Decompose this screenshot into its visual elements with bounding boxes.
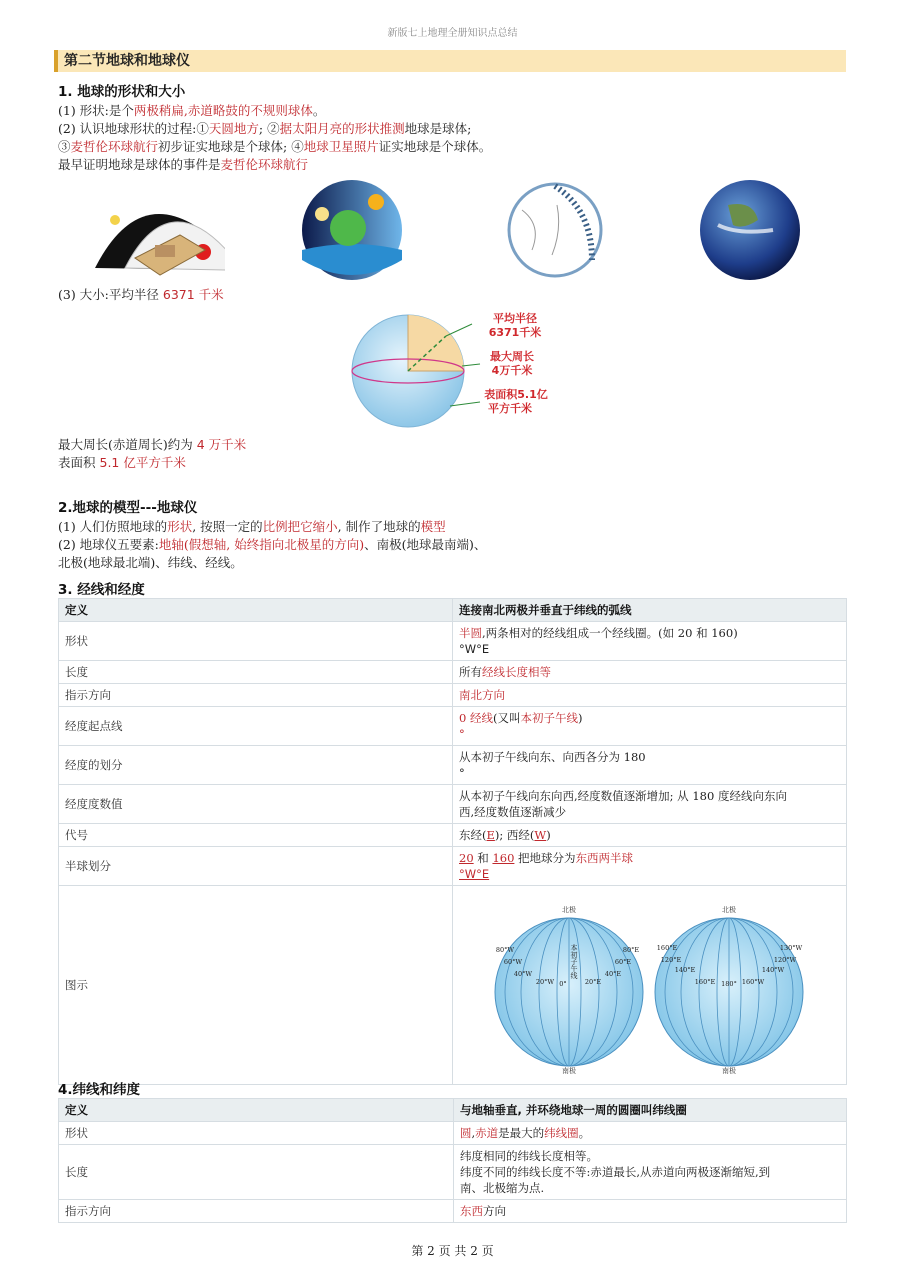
table-row: 形状 圆,赤道是最大的纬线圈。: [59, 1122, 847, 1145]
svg-text:80°W: 80°W: [495, 946, 515, 954]
svg-text:60°E: 60°E: [614, 958, 632, 966]
svg-text:120°W: 120°W: [773, 956, 797, 964]
hemisphere-diagram: [453, 886, 846, 1080]
radius-value: 6371千米: [488, 326, 542, 339]
right-south-label: 南极: [722, 1067, 736, 1075]
svg-text:130°W: 130°W: [779, 944, 803, 952]
parallel-table: [58, 1098, 847, 1223]
svg-text:20°E: 20°E: [584, 978, 602, 986]
svg-text:140°E: 140°E: [674, 966, 696, 974]
heading-globe-model: 2.地球的模型---地球仪: [58, 500, 198, 516]
sky-dome-picture: [85, 180, 225, 280]
table-row: 长度 所有经线长度相等: [59, 661, 847, 684]
model-line: (1) 人们仿照地球的形状, 按照一定的比例把它缩小, 制作了地球的模型: [58, 519, 446, 534]
table-row: 图示 北极 南极 80°W 60°W 40°W 20°W 0° 20°E 40°E 60°E 80°E 本初子午线 北极 南极 160°E 120°E 140°E 160°E 180° 160°W 140°W 120°W 130°W: [59, 886, 847, 1085]
table-row: 经度的划分 从本初子午线向东、向西各分为 180 °: [59, 746, 847, 785]
svg-text:80°E: 80°E: [622, 946, 640, 954]
section-title: 第二节地球和地球仪: [54, 50, 846, 72]
table-row: 定义 与地轴垂直, 并环绕地球一周的圆圈叫纬线圈: [59, 1099, 847, 1122]
circumference-value: 4万千米: [491, 364, 533, 377]
heading-shape-size: 1. 地球的形状和大小: [58, 84, 186, 100]
area-label: 表面积5.1亿: [484, 388, 548, 401]
table-row: 长度 纬度相同的纬线长度相等。 纬度不同的纬线长度不等:赤道最长,从赤道向两极逐渐缩短,到 南、北极缩为点.: [59, 1145, 847, 1200]
svg-text:20°W: 20°W: [535, 978, 555, 986]
process-line-1: (2) 认识地球形状的过程:①天圆地方; ②据太阳月亮的形状推测地球是球体;: [58, 121, 472, 136]
svg-text:0°: 0°: [559, 980, 567, 988]
svg-text:60°W: 60°W: [503, 958, 523, 966]
table-row: 代号 东经(E); 西经(W): [59, 824, 847, 847]
meridian-table: [58, 598, 847, 1085]
page-header: 新版七上地理全册知识点总结: [387, 28, 518, 39]
table-row: 半球划分 20 和 160 把地球分为东西两半球 °W°E: [59, 847, 847, 886]
area-line: 表面积 5.1 亿平方千米: [58, 455, 186, 470]
table-row: 形状 半圆,两条相对的经线组成一个经线圈。(如 20 和 160) °W°E: [59, 622, 847, 661]
earliest-proof-line: 最早证明地球是球体的事件是麦哲伦环球航行: [58, 157, 309, 172]
table-row: 指示方向 南北方向: [59, 684, 847, 707]
right-north-label: 北极: [722, 906, 736, 914]
svg-text:160°W: 160°W: [741, 978, 765, 986]
svg-text:140°W: 140°W: [761, 966, 785, 974]
table-row: 经度度数值 从本初子午线向东向西,经度数值逐渐增加; 从 180 度经线向东向 西,经度数值逐渐减少: [59, 785, 847, 824]
table-row: 经度起点线 0 经线(又叫本初子午线) °: [59, 707, 847, 746]
process-line-2: ③麦哲伦环球航行初步证实地球是个球体; ④地球卫星照片证实地球是个球体。: [58, 139, 492, 154]
heading-parallel: 4.纬线和纬度: [58, 1082, 141, 1098]
earth-size-diagram: [350, 306, 560, 436]
svg-text:180°: 180°: [721, 980, 737, 988]
area-value: 平方千米: [488, 402, 532, 415]
svg-text:120°E: 120°E: [660, 956, 682, 964]
average-radius-line: (3) 大小:平均半径 6371 千米: [58, 287, 224, 302]
prime-meridian-label: 本初子午线: [570, 944, 578, 979]
circumference-line: 最大周长(赤道周长)约为 4 万千米: [58, 437, 247, 452]
left-north-label: 北极: [562, 906, 576, 914]
page-footer: 第 2 页 共 2 页: [411, 1244, 494, 1258]
elements-line-2: 北极(地球最北端)、纬线、经线。: [58, 555, 243, 570]
magellan-route-picture: [502, 180, 608, 280]
sun-moon-picture: [298, 180, 406, 280]
svg-text:160°E: 160°E: [656, 944, 678, 952]
heading-meridian: 3. 经线和经度: [58, 582, 145, 598]
svg-text:40°E: 40°E: [604, 970, 622, 978]
left-south-label: 南极: [562, 1067, 576, 1075]
circumference-label: 最大周长: [490, 350, 534, 363]
svg-text:40°W: 40°W: [513, 970, 533, 978]
elements-line-1: (2) 地球仪五要素:地轴(假想轴, 始终指向北极星的方向)、南极(地球最南端)、: [58, 537, 487, 552]
table-row: 定义 连接南北两极并垂直于纬线的弧线: [59, 599, 847, 622]
table-row: 指示方向 东西方向: [59, 1200, 847, 1223]
svg-text:160°E: 160°E: [694, 978, 716, 986]
shape-line: (1) 形状:是个两极稍扁,赤道略鼓的不规则球体。: [58, 103, 326, 118]
radius-label: 平均半径: [493, 312, 537, 325]
shape-cognition-pictures: [60, 180, 840, 285]
satellite-photo-picture: [698, 180, 802, 282]
